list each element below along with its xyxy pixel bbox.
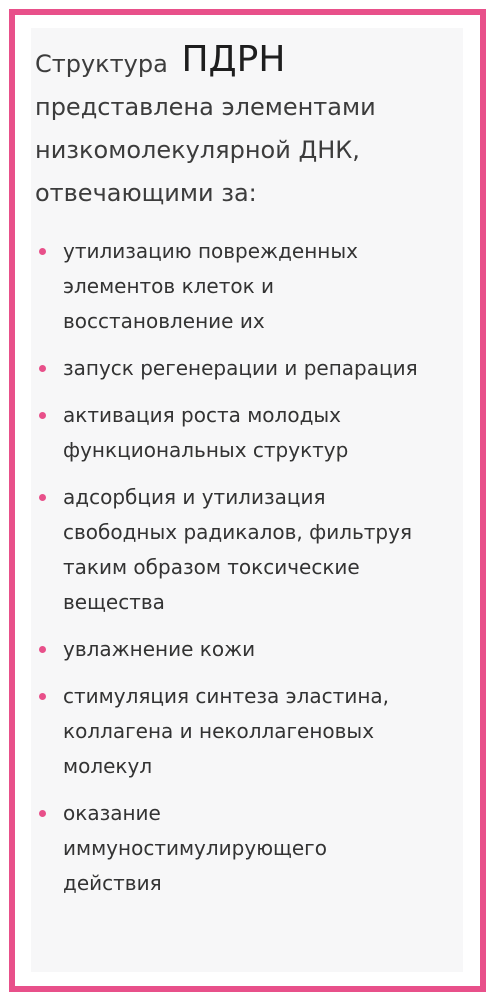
bullet-dot-icon — [39, 646, 46, 653]
list-item — [35, 480, 420, 620]
intro-lead: Структура — [35, 50, 168, 78]
bullet-dot-icon — [39, 810, 46, 817]
list-item — [35, 632, 420, 667]
list-item-text: утилизацию поврежденных элементов клеток и восстановление их — [63, 239, 358, 333]
list-item-text: увлажнение кожи — [63, 637, 256, 661]
intro-highlight: ПДРН — [181, 39, 286, 80]
list-item-text: адсорбция и утилизация свободных радикалов, фильтруя таким образом токсические вещества — [63, 485, 412, 614]
list-item-text: запуск регенерации и репарация — [63, 356, 418, 380]
intro-rest: представлена элементами низкомолекулярной ДНК, отвечающими за: — [35, 93, 376, 207]
bullet-dot-icon — [39, 248, 46, 255]
benefits-list — [35, 234, 420, 913]
bullet-dot-icon — [39, 412, 46, 419]
list-item — [35, 679, 420, 784]
list-item — [35, 234, 420, 339]
bullet-dot-icon — [39, 494, 46, 501]
list-item-text: активация роста молодых функциональных структур — [63, 403, 349, 462]
list-item — [35, 796, 420, 901]
bullet-dot-icon — [39, 693, 46, 700]
list-item-text: оказание иммуностимулирующего действия — [63, 801, 327, 895]
bullet-dot-icon — [39, 365, 46, 372]
list-item-text: стимуляция синтеза эластина, коллагена и неколлагеновых молекул — [63, 684, 390, 778]
list-item — [35, 351, 420, 386]
intro-paragraph — [35, 38, 430, 215]
list-item — [35, 398, 420, 468]
